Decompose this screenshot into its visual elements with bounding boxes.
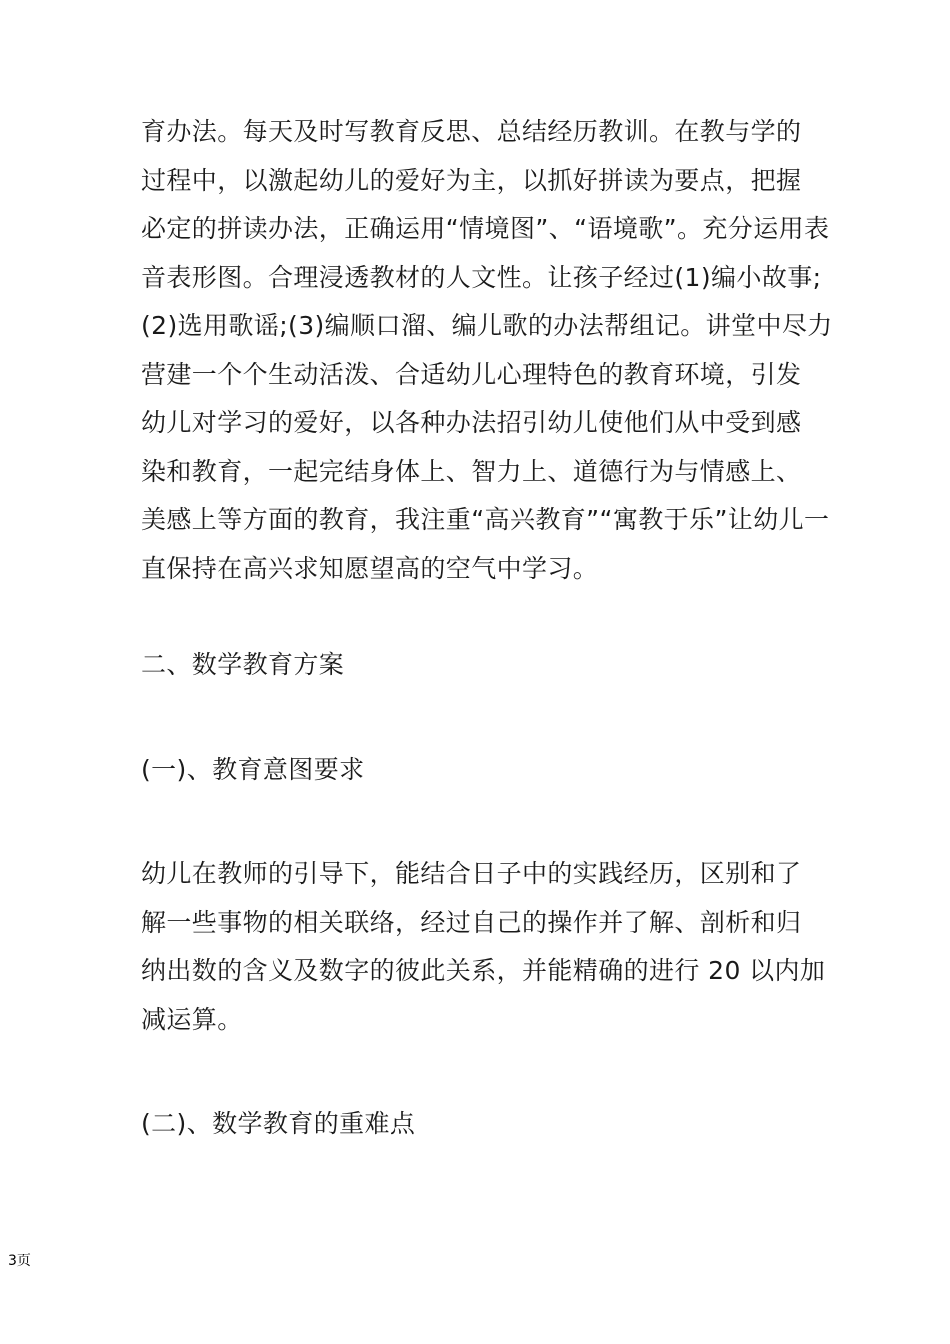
text-line: 染和教育，一起完结身体上、智力上、道德行为与情感上、 — [141, 456, 802, 486]
text-line: (2)选用歌谣;(3)编顺口溜、编儿歌的办法帮组记。讲堂中尽力 — [141, 311, 833, 340]
subsection-heading: (二)、数学教育的重难点 — [141, 1109, 416, 1138]
text-line: 过程中，以激起幼儿的爱好为主，以抓好拼读为要点，把握 — [141, 165, 802, 195]
text-line: 音表形图。合理浸透教材的人文性。让孩子经过(1)编小故事; — [141, 262, 822, 292]
text-line: 幼儿对学习的爱好，以各种办法招引幼儿使他们从中受到感 — [141, 408, 802, 437]
text-line: 纳出数的含义及数字的彼此关系，并能精确的进行 20 以内加 — [141, 956, 826, 985]
text-line: 必定的拼读办法，正确运用“情境图”、“语境歌”。充分运用表 — [141, 214, 830, 243]
section-heading: 二、数学教育方案 — [141, 650, 345, 679]
text-line: 育办法。每天及时写教育反思、总结经历教训。在教与学的 — [141, 117, 802, 146]
paragraph-math-goals — [141, 850, 826, 1044]
subsection-heading: (一)、教育意图要求 — [141, 754, 365, 784]
text-line: 幼儿在教师的引导下，能结合日子中的实践经历，区别和了 — [141, 859, 802, 888]
text-line: 直保持在高兴求知愿望高的空气中学习。 — [141, 553, 599, 583]
page-number: 3页 — [8, 1253, 31, 1269]
document-body — [141, 108, 833, 1149]
text-line: 营建一个个生动活泼、合适幼儿心理特色的教育环境，引发 — [141, 359, 802, 389]
text-line: 美感上等方面的教育，我注重“高兴教育”“寓教于乐”让幼儿一 — [141, 505, 830, 534]
paragraph-teaching-methods — [141, 108, 833, 593]
text-line: 减运算。 — [141, 1004, 243, 1034]
text-line: 解一些事物的相关联络，经过自己的操作并了解、剖析和归 — [141, 907, 802, 937]
